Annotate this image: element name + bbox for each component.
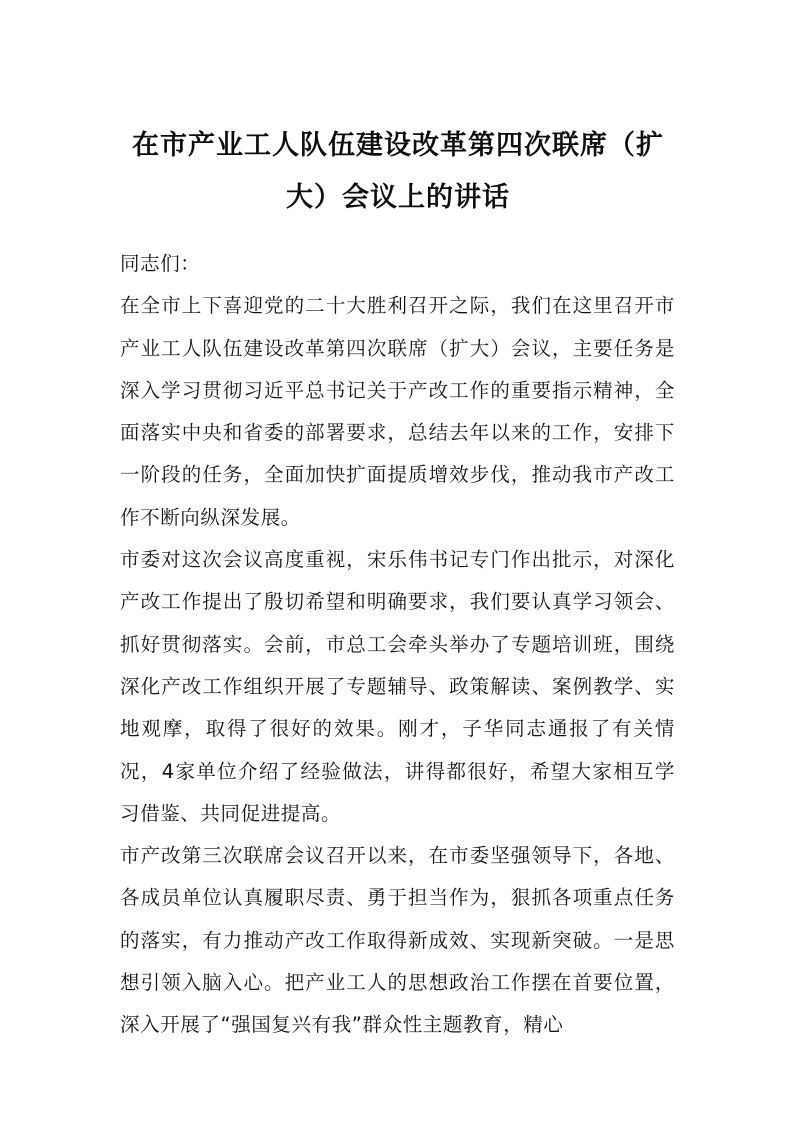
- document-body: [120, 243, 675, 1047]
- salutation: 同志们：: [120, 252, 201, 275]
- document-title: 在市产业工人队伍建设改革第四次联席（扩大）会议上的讲话: [132, 130, 664, 213]
- paragraph-2: 市委对这次会议高度重视，宋乐伟书记专门作出批示，对深化产改工作提出了殷切希望和明确要求，我们要认真学习领会、抓好贯彻落实。会前，市总工会牵头举办了专题培训班，围绕深化产改工作组织开展了专题辅导、政策解读、案例教学、实地观摩，取得了很好的效果。刚才，子华同志通报了有关情况，4家单位介绍了经验做法，讲得都很好，希望大家相互学习借鉴、共同促进提高。: [120, 548, 675, 825]
- paragraph-3: 市产改第三次联席会议召开以来，在市委坚强领导下，各地、各成员单位认真履职尽责、勇于担当作为，狠抓各项重点任务的落实，有力推动产改工作取得新成效、实现新突破。一是思想引领入脑入心。把产业工人的思想政治工作摆在首要位置，深入开展了“强国复兴有我”群众性主题教育，精心: [120, 844, 675, 1037]
- paragraph-1: 在全市上下喜迎党的二十大胜利召开之际，我们在这里召开市产业工人队伍建设改革第四次联席（扩大）会议，主要任务是深入学习贯彻习近平总书记关于产改工作的重要指示精神，全面落实中央和省委的部署要求，总结去年以来的工作，安排下一阶段的任务，全面加快扩面提质增效步伐，推动我市产改工作不断向纵深发展。: [120, 294, 675, 529]
